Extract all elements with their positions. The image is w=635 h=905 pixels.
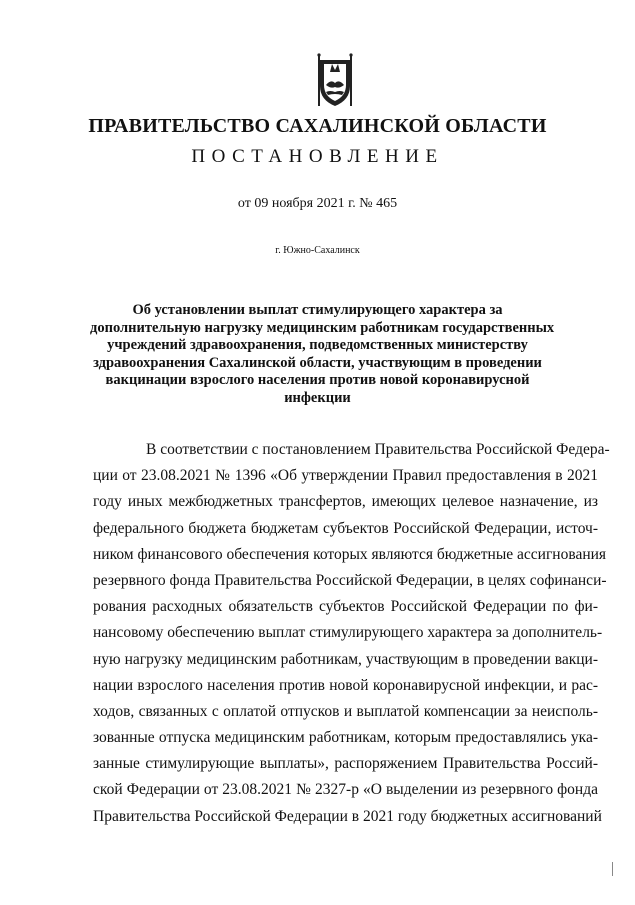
coat-of-arms-icon bbox=[317, 52, 353, 108]
title-line: Об установлении выплат стимулирующего характера за bbox=[132, 302, 503, 318]
body-line: резервного фонда Правительства Российской Федерации, в целях софинанси- bbox=[93, 571, 607, 589]
body-line: ции от 23.08.2021 № 1396 «Об утверждении Правил предоставления в 2021 bbox=[93, 467, 598, 485]
body-line: нации взрослого населения против новой коронавирусной инфекции, и рас- bbox=[93, 676, 598, 694]
document-date-number: от 09 ноября 2021 г. № 465 bbox=[237, 196, 398, 211]
document-title bbox=[90, 302, 555, 408]
body-line: Правительства Российской Федерации в 2021 году бюджетных ассигнований bbox=[93, 807, 602, 825]
scan-margin-mark bbox=[612, 862, 613, 876]
body-line: ской Федерации от 23.08.2021 № 2327-р «О выделении из резервного фонда bbox=[93, 781, 598, 799]
title-line: инфекции bbox=[284, 389, 351, 406]
body-line: зованные отпуска медицинским работникам, которым предоставлялись ука- bbox=[93, 729, 598, 747]
body-line: рования расходных обязательств субъектов Российской Федерации по фи- bbox=[93, 598, 598, 616]
title-line: учреждений здравоохранения, подведомственных министерству bbox=[107, 337, 528, 354]
body-line: ходов, связанных с оплатой отпусков и выплатой компенсации за неисполь- bbox=[93, 702, 598, 720]
title-line: здравоохранения Сахалинской области, участвующим в проведении bbox=[93, 354, 542, 371]
body-line: нансовому обеспечению выплат стимулирующего характера за дополнитель- bbox=[93, 624, 603, 642]
document-body bbox=[93, 437, 610, 830]
body-line: занные стимулирующие выплаты», распоряжением Правительства Россий- bbox=[93, 755, 598, 773]
body-line: ную нагрузку медицинским работникам, участвующим в проведении вакци- bbox=[93, 650, 598, 668]
body-line: году иных межбюджетных трансфертов, имеющих целевое назначение, из bbox=[93, 493, 598, 511]
document-city: г. Южно-Сахалинск bbox=[275, 245, 360, 256]
body-line: В соответствии с постановлением Правительства Российской Федера- bbox=[146, 441, 610, 458]
document-type: ПОСТАНОВЛЕНИЕ bbox=[191, 146, 444, 167]
body-line: федерального бюджета бюджетам субъектов Российской Федерации, источ- bbox=[93, 519, 598, 537]
body-line: ником финансового обеспечения которых являются бюджетные ассигнования bbox=[93, 545, 607, 563]
title-line: вакцинации взрослого населения против новой коронавирусной bbox=[105, 372, 530, 389]
organization-name: ПРАВИТЕЛЬСТВО САХАЛИНСКОЙ ОБЛАСТИ bbox=[88, 115, 547, 137]
title-line: дополнительную нагрузку медицинским работникам государственных bbox=[90, 319, 555, 336]
